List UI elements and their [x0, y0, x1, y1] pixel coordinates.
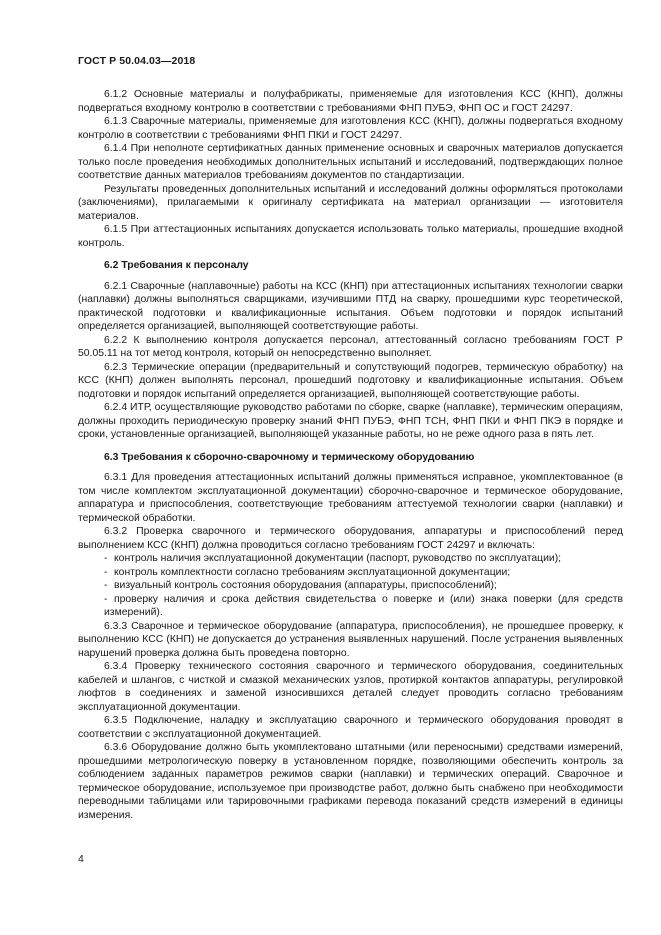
paragraph-6-2-1: 6.2.1 Сварочные (наплавочные) работы на КСС (КНП) при аттестационных испытаниях технологии сварки (наплавки) должны выполняться сварщиками, изучившими ПТД на сварку, прошедшими курс теоретической, практической подготовки и квалификационные испытания. Объем подготовки и порядок испытаний определяется организацией, выполняющей соответствующие работы.: [78, 280, 623, 332]
paragraph-6-3-1: 6.3.1 Для проведения аттестационных испытаний должны применяться исправное, укомплектованное (в том числе комплектом эксплуатационной документации) сборочно-сварочное и термическое оборудование, аппаратура и приспособления, соответствующие требованиям аттестуемой технологии сварки (наплавки) и термической обработки.: [78, 472, 623, 524]
paragraph-6-2-4: 6.2.4 ИТР, осуществляющие руководство работами по сборке, сварке (наплавке), термическим операциям, должны проходить периодическую проверку знаний ФНП ПУБЭ, ФНП ТСН, ФНП ПКИ и ФНП ПКЭ в порядке и сроки, установленные организацией, выполняющей указанные работы, но не реже одного раза в пять лет.: [78, 402, 623, 440]
list-item: [78, 552, 623, 566]
list-item-text: контроль наличия эксплуатационной документации (паспорт, руководство по эксплуатации);: [114, 553, 562, 564]
document-body: [78, 88, 623, 822]
paragraph-6-1-3: 6.1.3 Сварочные материалы, применяемые для изготовления КСС (КНП), должны подвергаться входному контролю в соответствии с требованиями ФНП ПКИ и ГОСТ 24297.: [78, 116, 623, 141]
list-dash: -: [104, 553, 108, 564]
paragraph-6-2-3: 6.2.3 Термические операции (предварительный и сопутствующий подогрев, термическую обработку) на КСС (КНП) должен выполнять персонал, прошедший подготовку и квалификационные испытания. Объем подготовки и порядок испытаний определяется организацией, выполняющей соответствующие работы.: [78, 361, 623, 400]
list-item-text: контроль комплектности согласно требованиям эксплуатационной документации;: [114, 566, 511, 578]
list-dash: -: [104, 593, 108, 605]
list-item-text: проверку наличия и срока действия свидетельства о поверке и (или) знака поверки (для средств измерений).: [104, 593, 623, 618]
paragraph-6-3-5: 6.3.5 Подключение, наладку и эксплуатацию сварочного и термического оборудования проводят в соответствии с эксплуатационной документацией.: [78, 715, 623, 740]
section-heading-6-2: 6.2 Требования к персоналу: [104, 260, 249, 271]
list-item: [78, 566, 623, 580]
page-number: 4: [78, 854, 84, 865]
paragraph-6-1-4: 6.1.4 При неполноте сертификатных данных применение основных и сварочных материалов допускается только после проведения необходимых дополнительных испытаний и исследований, подтверждающих полное соответствие данных материалов требованиям документов по стандартизации.: [78, 143, 623, 181]
section-heading-6-3: 6.3 Требования к сборочно-сварочному и термическому оборудованию: [104, 451, 475, 463]
paragraph-6-3-4: 6.3.4 Проверку технического состояния сварочного и термического оборудования, соединительных кабелей и шлангов, с чисткой и смазкой механических узлов, протиркой контактов аппаратуры, регулировкой люфтов в соединениях и заменой износившихся деталей следует проводить согласно требованиям эксплуатационной документации.: [78, 661, 623, 713]
list-item-text: визуальный контроль состояния оборудования (аппаратуры, приспособлений);: [114, 580, 497, 591]
paragraph-6-3-2: 6.3.2 Проверка сварочного и термического оборудования, аппаратуры и приспособлений перед выполнением КСС (КНП) должна проводиться согласно требованиям ГОСТ 24297 и включать:: [78, 526, 623, 551]
list-item: [78, 579, 623, 593]
paragraph-6-3-6: 6.3.6 Оборудование должно быть укомплектовано штатными (или переносными) средствами измерений, прошедшими метрологическую поверку в установленном порядке, позволяющими обеспечить контроль за соблюдением заданных параметров режимов сварки (наплавки) и термических операций. Сварочное и термическое оборудование, используемое при производстве работ, должно быть снабжено при необходимости переводными таблицами или тарировочными графиками перевода показаний средств измерений в единицы измерения.: [78, 742, 623, 821]
list-6-3-2: [78, 552, 623, 620]
list-dash: -: [104, 566, 108, 578]
paragraph-6-1-4-results: Результаты проведенных дополнительных испытаний и исследований должны оформляться протоколами (заключениями), прилагаемыми к оригиналу сертификата на материал организации — изготовителя материалов.: [78, 183, 623, 222]
paragraph-6-2-2: 6.2.2 К выполнению контроля допускается персонал, аттестованный согласно требованиям ГОСТ Р 50.05.11 на тот метод контроля, который он непосредственно выполняет.: [78, 334, 623, 359]
paragraph-6-1-2: 6.1.2 Основные материалы и полуфабрикаты, применяемые для изготовления КСС (КНП), должны подвергаться входному контролю в соответствии с требованиями ФНП ПУБЭ, ФНП ОС и ГОСТ 24297.: [78, 89, 623, 114]
paragraph-6-1-5: 6.1.5 При аттестационных испытаниях допускается использовать только материалы, прошедшие входной контроль.: [78, 224, 623, 249]
paragraph-6-3-3: 6.3.3 Сварочное и термическое оборудование (аппаратура, приспособления), не прошедшее проверку, к выполнению КСС (КНП) не допускается до устранения выявленных нарушений. После устранения выявленных нарушений проверка должна быть проведена повторно.: [78, 620, 623, 659]
list-item: [78, 593, 623, 620]
list-dash: -: [104, 580, 108, 591]
document-code-header: ГОСТ Р 50.04.03—2018: [78, 55, 196, 67]
